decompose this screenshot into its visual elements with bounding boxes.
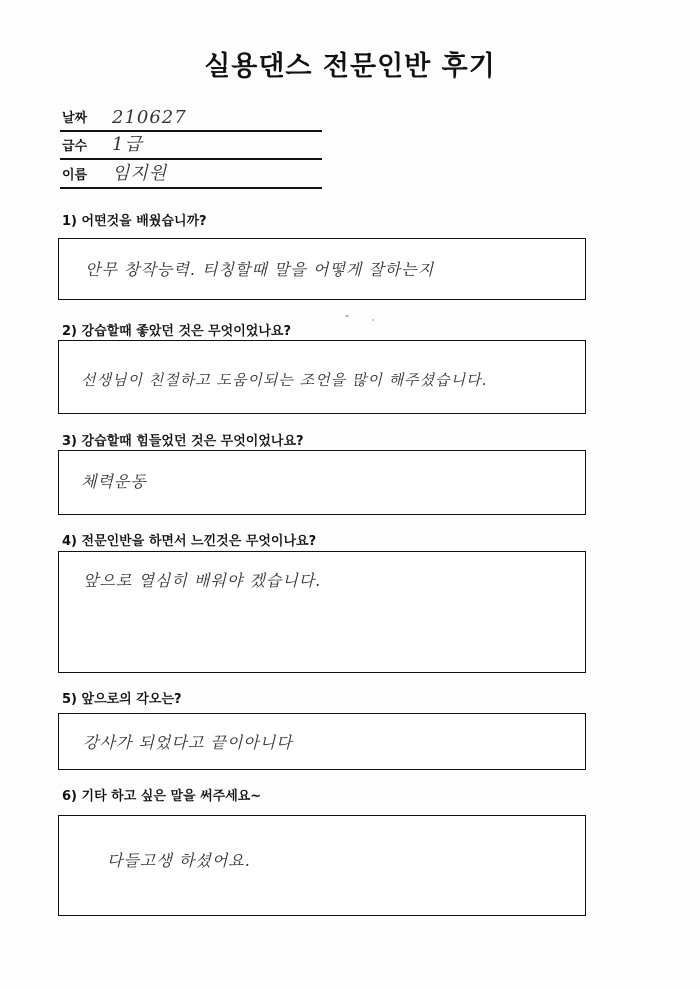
grade-value: 1급 (112, 134, 143, 155)
answer-5-box (58, 713, 586, 770)
answer-3-text: 체력운동 (81, 472, 147, 491)
question-3-label: 3) 강습할때 힘들었던 것은 무엇이었나요? (62, 434, 304, 449)
answer-4-text: 앞으로 열심히 배워야 겠습니다. (83, 571, 322, 590)
answer-1-text: 안무 창작능력. 티칭할때 말을 어떻게 잘하는지 (85, 260, 435, 279)
date-field (60, 105, 322, 132)
question-5-label: 5) 앞으로의 각오는? (62, 692, 182, 707)
answer-3-box (58, 450, 586, 515)
grade-label: 급수 (62, 139, 88, 154)
answer-2-text: 선생님이 친절하고 도움이되는 조언을 많이 해주셨습니다. (81, 371, 488, 389)
question-6-label: 6) 기타 하고 싶은 말을 써주세요~ (62, 789, 262, 804)
date-value: 210627 (112, 107, 187, 128)
name-label: 이름 (62, 168, 88, 183)
answer-6-text: 다들고생 하셨어요. (107, 851, 251, 870)
answer-6-box (58, 815, 586, 916)
grade-field (60, 133, 322, 160)
date-label: 날짜 (62, 111, 88, 126)
name-field (60, 162, 322, 189)
answer-2-box (58, 340, 586, 414)
answer-1-box (58, 238, 586, 300)
name-value: 임지원 (112, 163, 168, 184)
ink-speck (345, 315, 349, 317)
answer-5-text: 강사가 되었다고 끝이아니다 (83, 733, 293, 752)
form-title: 실용댄스 전문인반 후기 (204, 51, 496, 82)
question-1-label: 1) 어떤것을 배웠습니까? (62, 214, 207, 229)
answer-4-box (58, 551, 586, 673)
question-2-label: 2) 강습할때 좋았던 것은 무엇이었나요? (62, 324, 292, 339)
question-4-label: 4) 전문인반을 하면서 느낀것은 무엇이나요? (62, 534, 317, 549)
ink-speck (372, 319, 374, 321)
